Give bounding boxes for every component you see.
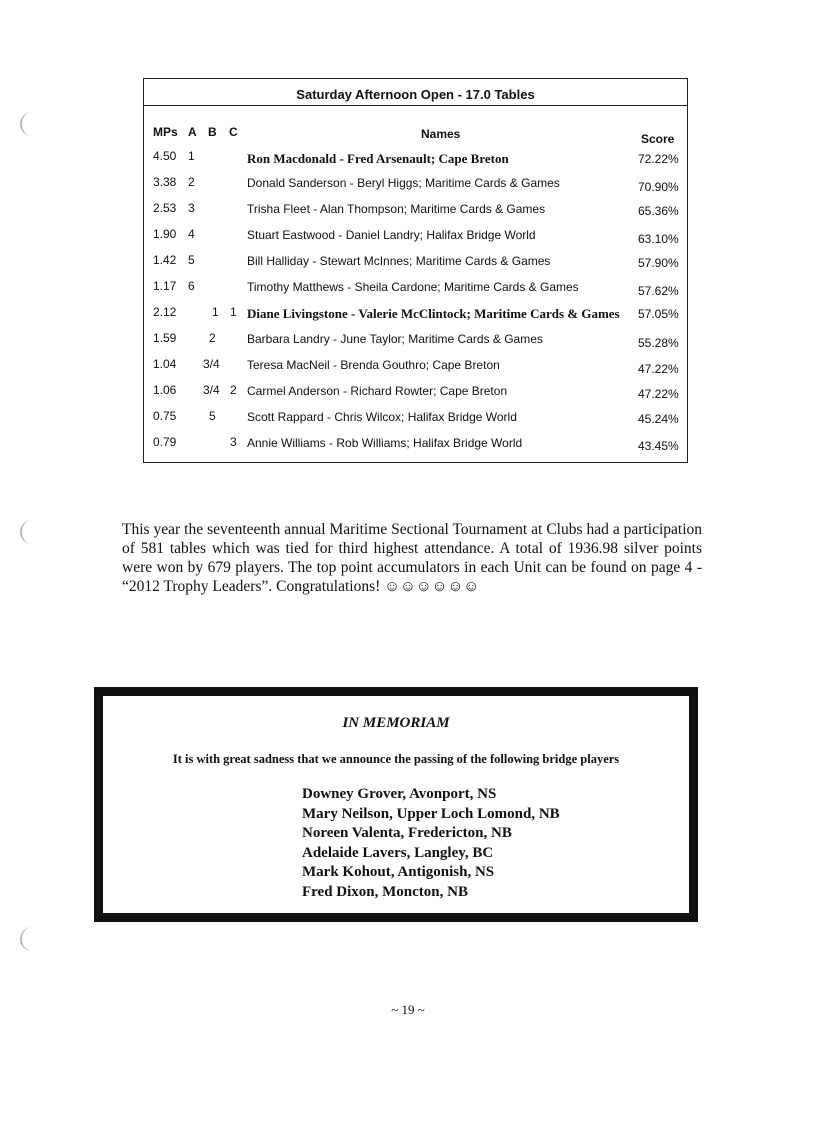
memoriam-name: Fred Dixon, Moncton, NB xyxy=(302,883,468,900)
cell-mps: 0.75 xyxy=(153,409,177,423)
table-row xyxy=(144,227,687,247)
cell-score: 57.62% xyxy=(638,284,679,298)
cell-c: 2 xyxy=(230,383,237,397)
header-c: C xyxy=(229,125,238,139)
cell-a: 2 xyxy=(188,175,195,189)
cell-names: Timothy Matthews - Sheila Cardone; Maritime Cards & Games xyxy=(247,280,579,294)
cell-names: Diane Livingstone - Valerie McClintock; Maritime Cards & Games xyxy=(247,306,620,321)
cell-score: 65.36% xyxy=(638,204,679,218)
cell-score: 57.90% xyxy=(638,256,679,270)
cell-score: 43.45% xyxy=(638,439,679,453)
cell-mps: 1.42 xyxy=(153,253,177,267)
memoriam-name: Downey Grover, Avonport, NS xyxy=(302,786,497,802)
summary-paragraph: This year the seventeenth annual Maritime Sectional Tournament at Clubs had a participation of 581 tables which was tied for third highest attendance. A total of 1936.98 silver points were won by 679 players. The top point accumulators in each Unit can be found on page 4 - “2012 Trophy Leaders”. Congratulations! ☺☺☺☺☺☺ xyxy=(122,521,702,595)
cell-mps: 1.04 xyxy=(153,357,177,371)
cell-score: 70.90% xyxy=(638,180,679,194)
table-row xyxy=(144,435,687,455)
cell-score: 45.24% xyxy=(638,412,679,426)
cell-names: Trisha Fleet - Alan Thompson; Maritime Cards & Games xyxy=(247,202,546,216)
cell-score: 63.10% xyxy=(638,232,679,246)
memoriam-subtitle: It is with great sadness that we announce the passing of the following bridge players xyxy=(172,752,620,766)
table-row xyxy=(144,305,687,325)
header-names: Names xyxy=(421,127,461,141)
header-b: B xyxy=(208,125,217,139)
memoriam-name: Noreen Valenta, Fredericton, NB xyxy=(302,825,512,841)
table-row xyxy=(144,201,687,221)
cell-score: 47.22% xyxy=(638,387,679,401)
cell-mps: 3.38 xyxy=(153,175,177,189)
cell-c: 3 xyxy=(230,435,237,449)
cell-a: 6 xyxy=(188,279,195,293)
table-row xyxy=(144,253,687,273)
cell-score: 57.05% xyxy=(638,307,679,321)
table-row xyxy=(144,149,687,169)
cell-names: Ron Macdonald - Fred Arsenault; Cape Breton xyxy=(247,151,509,166)
cell-a: 3 xyxy=(188,201,195,215)
punch-hole xyxy=(20,927,44,951)
cell-names: Barbara Landry - June Taylor; Maritime Cards & Games xyxy=(247,332,543,346)
cell-mps: 1.59 xyxy=(153,331,177,345)
cell-names: Bill Halliday - Stewart McInnes; Maritime Cards & Games xyxy=(247,254,551,268)
cell-names: Teresa MacNeil - Brenda Gouthro; Cape Breton xyxy=(247,358,500,372)
cell-score: 55.28% xyxy=(638,336,679,350)
cell-score: 72.22% xyxy=(638,152,679,166)
results-header xyxy=(144,123,687,151)
cell-b: 3/4 xyxy=(203,383,220,397)
header-score: Score xyxy=(641,132,675,146)
cell-names: Stuart Eastwood - Daniel Landry; Halifax Bridge World xyxy=(247,228,536,242)
cell-a: 4 xyxy=(188,227,195,241)
cell-mps: 2.53 xyxy=(153,201,177,215)
memoriam-name-list xyxy=(302,785,560,902)
table-row xyxy=(144,331,687,351)
header-mps: MPs xyxy=(153,125,178,139)
table-row xyxy=(144,409,687,429)
cell-names: Scott Rappard - Chris Wilcox; Halifax Bridge World xyxy=(247,410,517,424)
memoriam-box xyxy=(94,687,698,922)
table-row xyxy=(144,357,687,377)
memoriam-name: Mary Neilson, Upper Loch Lomond, NB xyxy=(302,805,560,822)
cell-mps: 2.12 xyxy=(153,305,177,319)
results-table xyxy=(143,78,688,463)
cell-b: 3/4 xyxy=(203,357,220,371)
punch-hole xyxy=(20,520,44,544)
cell-mps: 0.79 xyxy=(153,435,177,449)
cell-a: 1 xyxy=(188,149,195,163)
cell-names: Annie Williams - Rob Williams; Halifax Bridge World xyxy=(247,436,523,450)
cell-names: Donald Sanderson - Beryl Higgs; Maritime Cards & Games xyxy=(247,176,560,190)
memoriam-title: IN MEMORIAM xyxy=(342,715,450,731)
memoriam-name: Adelaide Lavers, Langley, BC xyxy=(302,844,494,861)
cell-mps: 1.17 xyxy=(153,279,177,293)
page-number: ~ 19 ~ xyxy=(391,1002,425,1017)
cell-b: 2 xyxy=(209,331,216,345)
memoriam-name: Mark Kohout, Antigonish, NS xyxy=(302,864,495,880)
table-row xyxy=(144,279,687,299)
punch-hole xyxy=(20,112,44,136)
cell-score: 47.22% xyxy=(638,362,679,376)
cell-a: 5 xyxy=(188,253,195,267)
cell-c: 1 xyxy=(230,305,237,319)
cell-names: Carmel Anderson - Richard Rowter; Cape Breton xyxy=(247,384,508,398)
cell-mps: 1.06 xyxy=(153,383,177,397)
cell-mps: 4.50 xyxy=(153,149,177,163)
header-a: A xyxy=(188,125,197,139)
results-title: Saturday Afternoon Open - 17.0 Tables xyxy=(144,79,687,106)
cell-b: 1 xyxy=(212,305,219,319)
cell-mps: 1.90 xyxy=(153,227,177,241)
table-row xyxy=(144,175,687,195)
table-row xyxy=(144,383,687,403)
cell-b: 5 xyxy=(209,409,216,423)
